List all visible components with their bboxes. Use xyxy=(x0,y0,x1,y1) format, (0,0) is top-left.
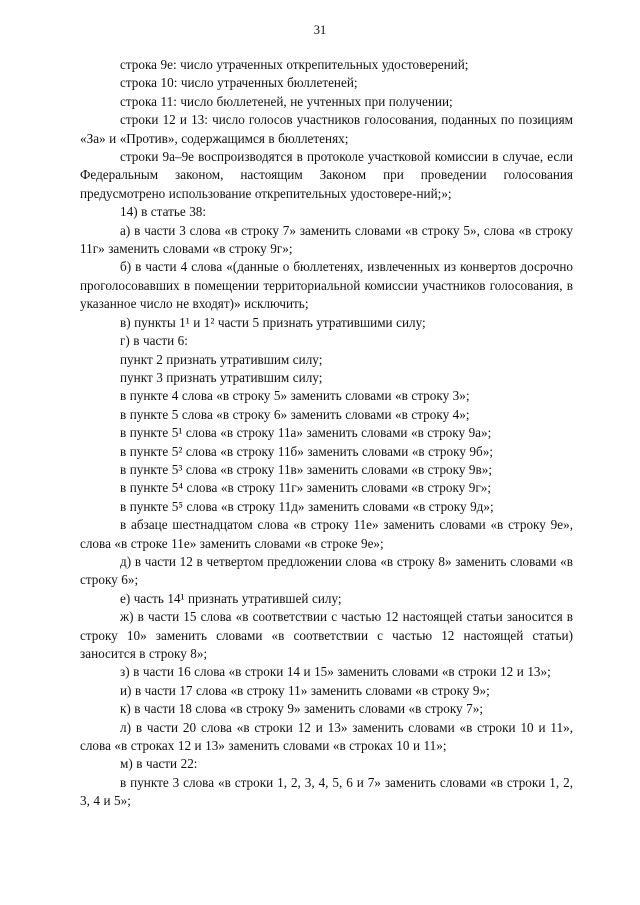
paragraph: строка 10: число утраченных бюллетеней; xyxy=(120,75,358,91)
paragraph: к) в части 18 слова «в строку 9» заменить словами «в строку 7»; xyxy=(120,701,483,717)
document-body xyxy=(80,56,573,811)
paragraph: в пункте 5² слова «в строку 11б» заменить словами «в строку 9б»; xyxy=(120,443,493,459)
paragraph: строки 9а–9е воспроизводятся в протоколе участковой комиссии в случае, если Федеральным законом, настоящим Законом при проведении голосования предусмотрено использование открепительных удостовере-ний;»; xyxy=(80,149,573,201)
paragraph: строка 11: число бюллетеней, не учтенных при получении; xyxy=(120,93,453,109)
paragraph: г) в части 6: xyxy=(120,333,188,349)
paragraph: в) пункты 1¹ и 1² части 5 признать утратившими силу; xyxy=(120,314,426,330)
paragraph: пункт 3 признать утратившим силу; xyxy=(120,369,323,385)
paragraph: и) в части 17 слова «в строку 11» заменить словами «в строку 9»; xyxy=(120,682,490,698)
paragraph: 14) в статье 38: xyxy=(120,204,207,220)
paragraph: з) в части 16 слова «в строки 14 и 15» заменить словами «в строки 12 и 13»; xyxy=(120,664,551,680)
paragraph: е) часть 14¹ признать утратившей силу; xyxy=(120,590,342,606)
paragraph: в пункте 5¹ слова «в строку 11а» заменить словами «в строку 9а»; xyxy=(120,425,492,441)
paragraph: л) в части 20 слова «в строки 12 и 13» заменить словами «в строки 10 и 11», слова «в строках 12 и 13» заменить словами «в строках 10 и 11»; xyxy=(80,719,573,754)
paragraph: б) в части 4 слова «(данные о бюллетенях, извлеченных из конвертов досрочно проголосовавших в помещении территориальной комиссии участников голосования, в указанное число не входят)» исключить; xyxy=(80,259,573,312)
paragraph: в пункте 5⁴ слова «в строку 11г» заменить словами «в строку 9г»; xyxy=(120,480,492,496)
paragraph: в пункте 5³ слова «в строку 11в» заменить словами «в строку 9в»; xyxy=(120,461,493,477)
paragraph: пункт 2 признать утратившим силу; xyxy=(120,351,323,367)
paragraph: строка 9е: число утраченных открепительных удостоверений; xyxy=(120,57,469,72)
page-number: 31 xyxy=(313,23,327,37)
paragraph: а) в части 3 слова «в строку 7» заменить словами «в строку 5», слова «в строку 11г» заменить словами «в строку 9г»; xyxy=(80,222,573,257)
paragraph: в пункте 5 слова «в строку 6» заменить словами «в строку 4»; xyxy=(120,406,470,422)
paragraph: м) в части 22: xyxy=(120,756,198,772)
paragraph: в пункте 4 слова «в строку 5» заменить словами «в строку 3»; xyxy=(120,388,470,404)
paragraph: в абзаце шестнадцатом слова «в строку 11е» заменить словами «в строку 9е», слова «в строке 11е» заменить словами «в строке 9е»; xyxy=(80,517,573,551)
paragraph: в пункте 5⁵ слова «в строку 11д» заменить словами «в строку 9д»; xyxy=(120,498,494,514)
paragraph: в пункте 3 слова «в строки 1, 2, 3, 4, 5, 6 и 7» заменить словами «в строки 1, 2, 3, 4 и 5»; xyxy=(80,774,573,809)
paragraph: строки 12 и 13: число голосов участников голосования, поданных по позициям «За» и «Против», содержащимся в бюллетенях; xyxy=(80,112,573,146)
paragraph: ж) в части 15 слова «в соответствии с частью 12 настоящей статьи заносится в строку 10» заменить словами «в соответствии с частью 12 настоящей статьи) заносится в строку 8»; xyxy=(80,609,573,661)
paragraph: д) в части 12 в четвертом предложении слова «в строку 8» заменить словами «в строку 6»; xyxy=(80,553,573,588)
